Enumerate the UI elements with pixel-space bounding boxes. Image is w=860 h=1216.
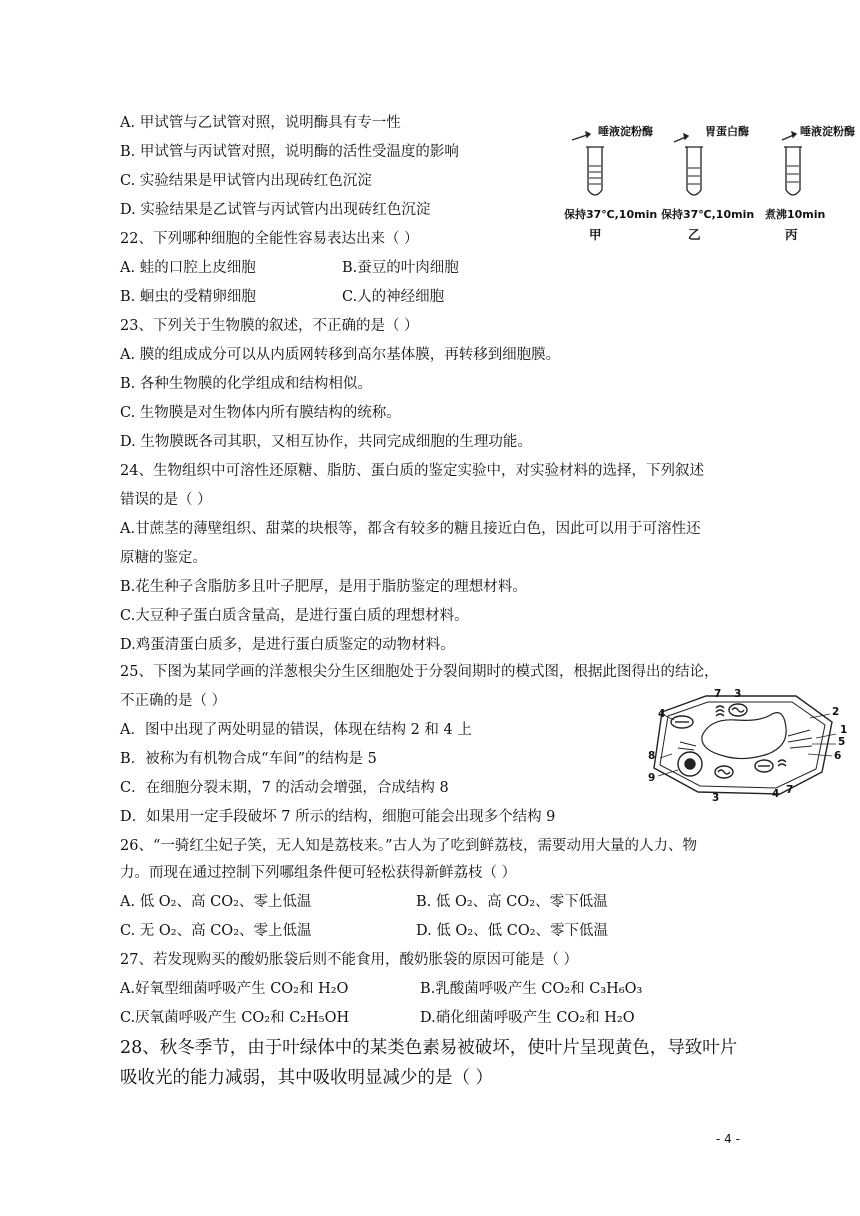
q26-option-d: D. 低 O₂、低 CO₂、零下低温 — [416, 923, 609, 939]
q23-option-b: B. 各种生物膜的化学组成和结构相似。 — [120, 376, 372, 392]
page-number: - 4 - — [716, 1132, 740, 1146]
cell-label-1: 1 — [840, 724, 848, 736]
q26-option-c: C. 无 O₂、高 CO₂、零上低温 — [120, 923, 312, 939]
q21-option-a: A. 甲试管与乙试管对照，说明酶具有专一性 — [120, 115, 401, 131]
q24-stem-line2: 错误的是（ ） — [120, 492, 212, 508]
tube2-condition: 保持37℃,10min — [661, 208, 755, 221]
cell-label-7-bottom: 7 — [786, 784, 794, 796]
cell-label-4-left: 4 — [658, 708, 666, 720]
q26-stem-line2: 力。而现在通过控制下列哪组条件便可轻松获得新鲜荔枝（ ） — [120, 865, 517, 881]
cell-label-6: 6 — [834, 750, 842, 762]
q21-option-d: D. 实验结果是乙试管与丙试管内出现砖红色沉淀 — [120, 202, 431, 218]
q25-option-b: B．被称为有机物合成“车间”的结构是 5 — [120, 751, 377, 767]
q23-stem: 23、下列关于生物膜的叙述，不正确的是（ ） — [120, 318, 419, 334]
tube1-condition: 保持37℃,10min — [564, 208, 658, 221]
cell-diagram — [640, 684, 852, 804]
cell-label-9: 9 — [648, 772, 656, 784]
test-tube-figure — [556, 118, 856, 248]
q28-stem-line1: 28、秋冬季节，由于叶绿体中的某类色素易被破坏，使叶片呈现黄色，导致叶片 — [120, 1038, 738, 1058]
tube3-reagent: 唾液淀粉酶 — [800, 125, 855, 138]
q25-option-c: C．在细胞分裂末期，7 的活动会增强，合成结构 8 — [120, 780, 449, 796]
q27-option-b: B.乳酸菌呼吸产生 CO₂和 C₃H₆O₃ — [420, 981, 643, 997]
q24-option-b: B.花生种子含脂肪多且叶子肥厚，是用于脂肪鉴定的理想材料。 — [120, 579, 527, 595]
tube1-reagent: 唾液淀粉酶 — [598, 125, 653, 138]
q23-option-d: D. 生物膜既各司其职，又相互协作，共同完成细胞的生理功能。 — [120, 434, 532, 450]
cell-label-3-top: 3 — [734, 688, 742, 700]
tube2-name: 乙 — [688, 227, 701, 242]
tube1-name: 甲 — [589, 227, 602, 242]
q22-stem: 22、下列哪种细胞的全能性容易表达出来（ ） — [120, 231, 419, 247]
cell-label-4-bottom: 4 — [772, 788, 780, 800]
q24-option-a-line2: 原糖的鉴定。 — [120, 550, 207, 566]
q24-option-a-line1: A.甘蔗茎的薄壁组织、甜菜的块根等，都含有较多的糖且接近白色，因此可以用于可溶性还 — [120, 521, 701, 537]
q25-stem-line2: 不正确的是（ ） — [120, 693, 227, 709]
q22-option-1: A. 蛙的口腔上皮细胞 — [120, 260, 256, 276]
cell-label-7-top: 7 — [714, 688, 722, 700]
cell-label-3-bottom: 3 — [712, 792, 720, 804]
q27-option-c: C.厌氧菌呼吸产生 CO₂和 C₂H₅OH — [120, 1010, 350, 1026]
tube-yi — [674, 134, 703, 195]
q25-option-a: A．图中出现了两处明显的错误，体现在结构 2 和 4 上 — [120, 722, 472, 738]
q27-option-d: D.硝化细菌呼吸产生 CO₂和 H₂O — [420, 1010, 635, 1026]
tube3-name: 丙 — [785, 227, 798, 242]
q26-option-a: A. 低 O₂、高 CO₂、零上低温 — [120, 894, 312, 910]
q23-option-c: C. 生物膜是对生物体内所有膜结构的统称。 — [120, 405, 401, 421]
q26-stem-line1: 26、“一骑红尘妃子笑，无人知是荔枝来。”古人为了吃到鲜荔枝，需要动用大量的人力、物 — [120, 838, 698, 854]
cell-label-8: 8 — [648, 750, 656, 762]
q26-option-b: B. 低 O₂、高 CO₂、零下低温 — [416, 894, 608, 910]
q21-option-c: C. 实验结果是甲试管内出现砖红色沉淀 — [120, 173, 372, 189]
cell-drawing — [640, 684, 852, 804]
q25-option-d: D．如果用一定手段破坏 7 所示的结构，细胞可能会出现多个结构 9 — [120, 809, 556, 825]
tube-bing — [782, 132, 802, 195]
q24-stem-line1: 24、生物组织中可溶性还原糖、脂肪、蛋白质的鉴定实验中，对实验材料的选择，下列叙述 — [120, 463, 704, 479]
q22-option-2: B.蚕豆的叶肉细胞 — [342, 260, 459, 276]
q24-option-d: D.鸡蛋清蛋白质多，是进行蛋白质鉴定的动物材料。 — [120, 637, 455, 653]
cell-label-2: 2 — [832, 706, 840, 718]
q25-stem-line1: 25、下图为某同学画的洋葱根尖分生区细胞处于分裂间期时的模式图，根据此图得出的结论， — [120, 664, 719, 680]
cell-label-5: 5 — [838, 736, 846, 748]
q24-option-c: C.大豆种子蛋白质含量高，是进行蛋白质的理想材料。 — [120, 608, 469, 624]
q21-option-b: B. 甲试管与丙试管对照，说明酶的活性受温度的影响 — [120, 144, 459, 160]
q27-option-a: A.好氧型细菌呼吸产生 CO₂和 H₂O — [120, 981, 349, 997]
q27-stem: 27、若发现购买的酸奶胀袋后则不能食用，酸奶胀袋的原因可能是（ ） — [120, 952, 579, 968]
tube2-reagent: 胃蛋白酶 — [705, 125, 749, 138]
q22-option-3: B. 蛔虫的受精卵细胞 — [120, 289, 256, 305]
q23-option-a: A. 膜的组成成分可以从内质网转移到高尔基体膜，再转移到细胞膜。 — [120, 347, 561, 363]
q28-stem-line2: 吸收光的能力减弱，其中吸收明显减少的是（ ） — [120, 1068, 494, 1088]
q22-option-4: C.人的神经细胞 — [342, 289, 445, 305]
tube-jia — [572, 132, 604, 195]
tube3-condition: 煮沸10min — [765, 208, 826, 221]
